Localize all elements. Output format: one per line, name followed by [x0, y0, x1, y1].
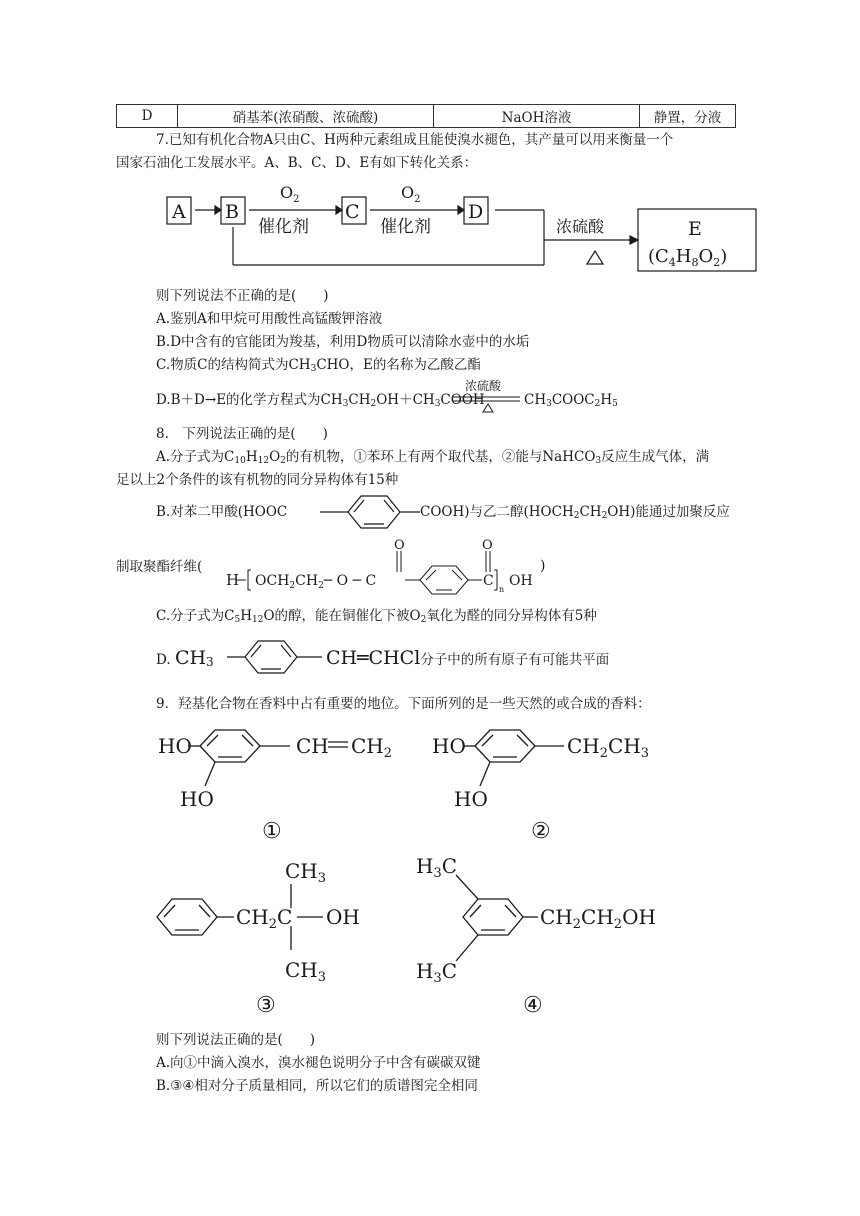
label-a: A: [172, 201, 186, 223]
catalyst-label-2: 催化剂: [380, 217, 431, 237]
q9-option-b: B.③④相对分子质量相同，所以它们的质谱图完全相同: [156, 1078, 478, 1094]
q8-option-b-cont: COOH)与乙二醇$(HOCH_2CH_2OH)$能通过加聚反应: [420, 504, 730, 521]
q7-option-d: D.B＋D→E的化学方程式为$CH_3CH_2OH+CH_3COOH$: [156, 392, 485, 409]
s1-ch: CH: [296, 734, 329, 758]
q7-option-a: A.鉴别A和甲烷可用酸性高锰酸钾溶液: [156, 311, 383, 327]
s4-h3c-top: $H_3C$: [416, 854, 458, 881]
structure-4: [456, 875, 538, 961]
acid-label: 浓硫酸: [556, 217, 605, 236]
q7-stem-line1: 7.已知有机化合物A只由C、H两种元素组成且能使溴水褪色，其产量可以用来衡量一个: [156, 132, 674, 148]
label-b: B: [225, 201, 239, 223]
s3-ch2c: $CH_2C$: [236, 905, 293, 932]
s4-h3c-bottom: $H_3C$: [416, 959, 458, 986]
q8-ask: 8. 下列说法正确的是( ): [156, 426, 328, 442]
label-2: ②: [531, 819, 551, 844]
s3-ch3-top: $CH_3$: [285, 859, 327, 886]
polymer-h: H: [226, 571, 240, 589]
table-cell: D: [117, 105, 178, 128]
table-cell: 硝基苯(浓硝酸、浓硫酸): [178, 105, 434, 128]
polymer-n: n: [499, 585, 505, 594]
label-d: D: [468, 201, 484, 223]
q7-option-d-product: $CH_3COOC_2H_5$: [524, 392, 618, 409]
q7-option-b: B.D中含有的官能团为羧基，利用D物质可以清除水壶中的水垢: [156, 334, 530, 350]
polymer-och2: $OCH_2CH_2─$ O ─ C: [255, 573, 377, 591]
s1-ho2: HO: [180, 787, 214, 811]
q7-ask: 则下列说法不正确的是( ): [156, 288, 329, 304]
table-cell: 静置，分液: [640, 105, 736, 128]
q7-option-c: C.物质C的结构简式为$CH_3CHO$，E的名称为乙酸乙酯: [156, 357, 481, 374]
eq-acid-label: 浓硫酸: [465, 379, 502, 393]
o2-label-2: $O_2$: [401, 183, 421, 205]
benzene-ring-q8d: [227, 641, 322, 673]
label-c: C: [345, 201, 360, 223]
q8-option-d-cont: CH═CHCl分子中的所有原子有可能共平面: [326, 647, 610, 669]
label-1: ①: [262, 819, 282, 844]
q8-option-b-line2: 制取聚酯纤维(: [116, 559, 203, 575]
s3-oh: OH: [326, 905, 360, 929]
q8-option-c: C.分子式为$C_5H_{12}O$的醇，能在铜催化下被$O_2$氧化为醛的同分异构体有5种: [156, 608, 597, 625]
s4-ch2ch2oh: $CH_2CH_2OH$: [540, 905, 656, 932]
q8-option-d: D. $CH_3$: [156, 647, 214, 669]
q9-option-a: A.向①中滴入溴水，溴水褪色说明分子中含有碳碳双键: [156, 1055, 481, 1071]
s2-ch2ch3: $CH_2CH_3$: [567, 734, 650, 761]
q8-option-a-line2: 足以上2个条件的该有机物的同分异构体有15种: [116, 472, 399, 488]
s1-ho: HO: [158, 734, 192, 758]
s3-ch3-bottom: $CH_3$: [285, 958, 327, 985]
polymer-close: ): [540, 558, 546, 574]
q8-option-a-line1: A.分子式为$C_{10}H_{12}O_2$的有机物，①苯环上有两个取代基，②能与NaHCO$_3$反应生成气体，满: [156, 449, 710, 466]
label-e: E: [688, 218, 702, 240]
carbonyl-o-1: O: [394, 538, 405, 553]
formula-e: $(C_4H_8O_2)$: [648, 246, 728, 269]
table-cell: NaOH溶液: [434, 105, 640, 128]
label-4: ④: [523, 993, 543, 1018]
label-3: ③: [256, 993, 276, 1018]
s1-ch2: $CH_2$: [351, 734, 393, 761]
benzene-ring-terephthalic: [320, 496, 420, 528]
q9-ask: 则下列说法正确的是( ): [156, 1032, 316, 1048]
polymer-c: C: [483, 573, 494, 589]
s2-ho: HO: [432, 734, 466, 758]
q9-stem: 9．羟基化合物在香料中占有重要的地位。下面所列的是一些天然的或合成的香料：: [156, 696, 651, 712]
q8-option-b: B.对苯二甲酸(HOOC: [156, 504, 288, 520]
catalyst-label-1: 催化剂: [258, 217, 309, 237]
structure-2: [463, 730, 564, 786]
s2-ho2: HO: [454, 787, 488, 811]
polymer-oh: OH: [509, 573, 533, 589]
q7-stem-line2: 国家石油化工发展水平。A、B、C、D、E有如下转化关系：: [116, 155, 478, 171]
o2-label-1: $O_2$: [280, 183, 300, 205]
carbonyl-o-2: O: [482, 538, 493, 553]
